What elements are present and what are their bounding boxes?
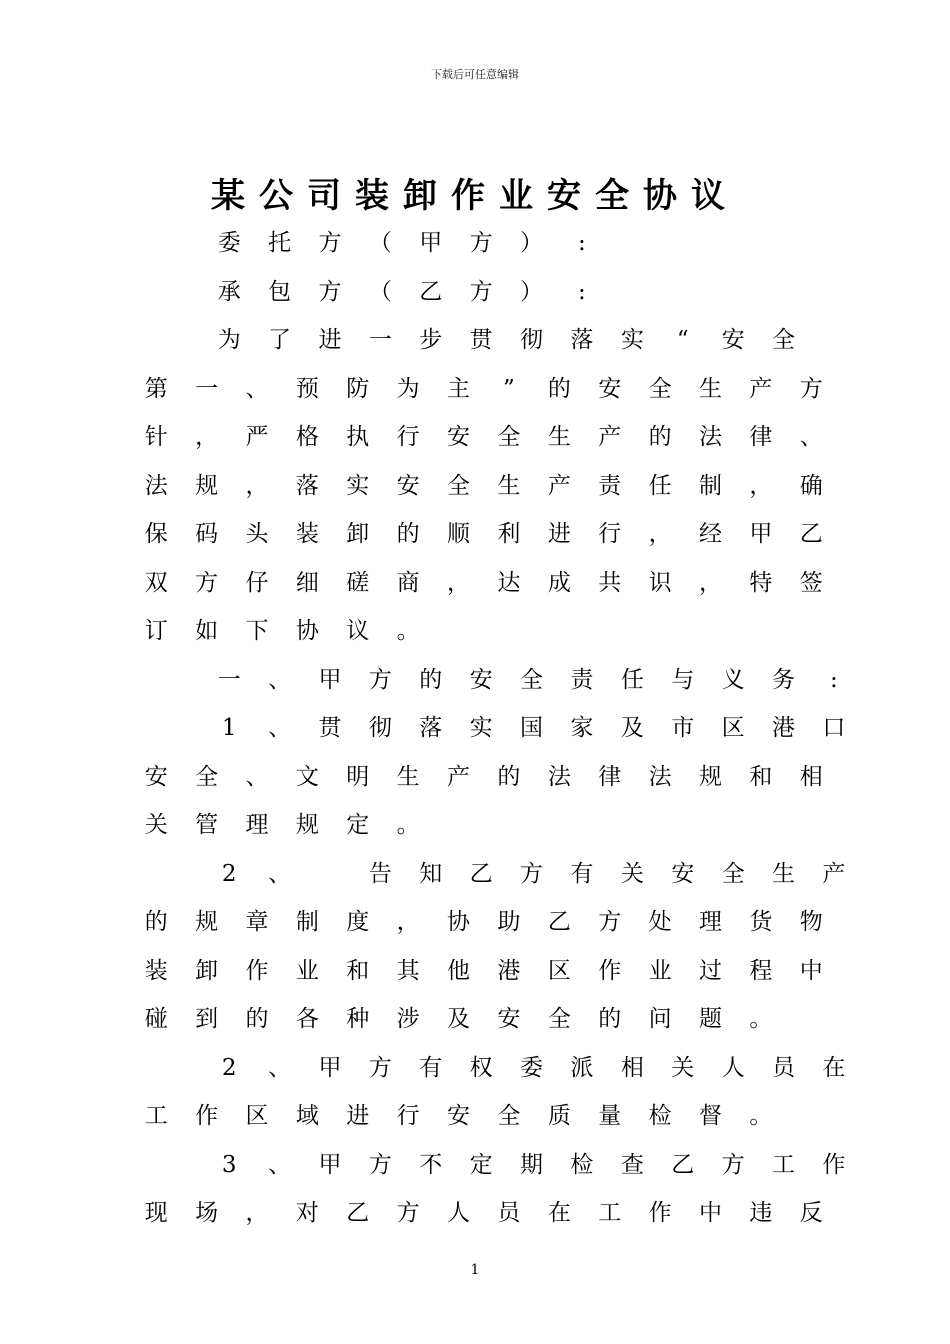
text-line: 工 作 区 域 进 行 安 全 质 量 检 督 。 bbox=[144, 1103, 773, 1129]
text-line: 双 方 仔 细 磋 商 ， 达 成 共 识 ， 特 签 bbox=[144, 569, 823, 596]
text-line: 1 、 贯 彻 落 实 国 家 及 市 区 港 口 bbox=[221, 715, 846, 741]
text-line: 的 规 章 制 度 ， 协 助 乙 方 处 理 货 物 bbox=[144, 909, 823, 935]
text-line: 委 托 方 （ 甲 方 ） : bbox=[217, 230, 586, 256]
text-line: 2 、 甲 方 有 权 委 派 相 关 人 员 在 bbox=[221, 1054, 846, 1081]
page-number: 1 bbox=[470, 1262, 480, 1278]
document-title: 某公司装卸作业安全协议 bbox=[211, 176, 739, 216]
text-line: 关 管 理 规 定 。 bbox=[144, 812, 420, 838]
text-line: 现 场 ， 对 乙 方 人 员 在 工 作 中 违 反 bbox=[144, 1200, 823, 1226]
document-body bbox=[131, 219, 846, 1238]
text-line: 法 规 ， 落 实 安 全 生 产 责 任 制 ， 确 bbox=[144, 472, 823, 499]
text-line: 保 码 头 装 卸 的 顺 利 进 行 ， 经 甲 乙 bbox=[144, 521, 823, 547]
text-line: 碰 到 的 各 种 涉 及 安 全 的 问 题 。 bbox=[144, 1006, 773, 1032]
text-line: 针 ， 严 格 执 行 安 全 生 产 的 法 律 、 bbox=[144, 424, 823, 450]
text-line: 安 全 、 文 明 生 产 的 法 律 法 规 和 相 bbox=[144, 763, 823, 790]
text-line: 2 、 告 知 乙 方 有 关 安 全 生 产 bbox=[221, 860, 846, 887]
text-line: 一 、 甲 方 的 安 全 责 任 与 义 务 : bbox=[217, 666, 838, 693]
page-header: 下载后可任意编辑 bbox=[431, 68, 519, 81]
text-line: 承 包 方 （ 乙 方 ） : bbox=[217, 278, 586, 305]
text-line: 3 、 甲 方 不 定 期 检 查 乙 方 工 作 bbox=[221, 1151, 846, 1178]
text-line: 为 了 进 一 步 贯 彻 落 实 “ 安 全 bbox=[217, 327, 795, 353]
text-line: 装 卸 作 业 和 其 他 港 区 作 业 过 程 中 bbox=[144, 957, 823, 984]
text-line: 订 如 下 协 议 。 bbox=[144, 618, 420, 644]
text-line: 第 一 、 预 防 为 主 ” 的 安 全 生 产 方 bbox=[144, 375, 823, 402]
